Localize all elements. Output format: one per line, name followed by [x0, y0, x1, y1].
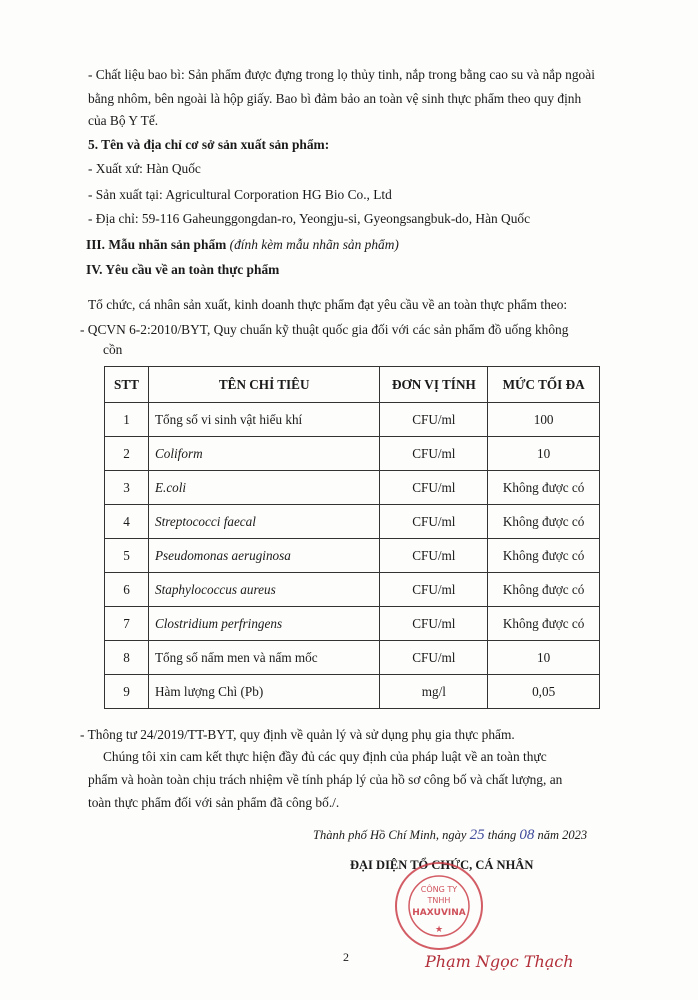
origin-line: - Xuất xứ: Hàn Quốc: [88, 161, 201, 176]
seal-company-line: CÔNG TY: [420, 885, 458, 894]
safety-criteria-table: [104, 366, 600, 709]
max-level: Không được có: [488, 505, 600, 539]
criteria-name: E.coli: [148, 471, 379, 505]
criteria-name: Pseudomonas aeruginosa: [148, 539, 379, 573]
max-level: Không được có: [488, 471, 600, 505]
max-level: Không được có: [488, 539, 600, 573]
section-3-heading: III. Mẫu nhãn sản phẩm: [86, 237, 227, 252]
unit: CFU/ml: [380, 437, 488, 471]
criteria-name: Coliform: [148, 437, 379, 471]
section-4-heading: IV. Yêu cầu về an toàn thực phẩm: [86, 262, 280, 277]
standard-line-2: cồn: [103, 342, 123, 357]
unit: CFU/ml: [380, 471, 488, 505]
max-level: 0,05: [488, 675, 600, 709]
table-row: [105, 675, 600, 709]
header-unit: ĐƠN VỊ TÍNH: [380, 367, 488, 403]
criteria-name: Streptococci faecal: [148, 505, 379, 539]
date-year: năm 2023: [534, 828, 588, 842]
section-5-heading: 5. Tên và địa chỉ cơ sở sản xuất sản phẩm:: [88, 137, 330, 152]
table-row: [105, 539, 600, 573]
section-4-intro: Tổ chức, cá nhân sản xuất, kinh doanh thực phẩm đạt yêu cầu về an toàn thực phẩm theo:: [88, 297, 568, 312]
packaging-line-1: - Chất liệu bao bì: Sản phẩm được đựng trong lọ thủy tinh, nắp trong bằng cao su và nắp ngoài: [88, 67, 595, 82]
circular-line: - Thông tư 24/2019/TT-BYT, quy định về quản lý và sử dụng phụ gia thực phẩm.: [80, 727, 515, 742]
row-number: 3: [105, 471, 149, 505]
row-number: 2: [105, 437, 149, 471]
table-header-row: [105, 367, 600, 403]
date-month: 08: [519, 827, 535, 843]
commitment-line-2: phẩm và hoàn toàn chịu trách nhiệm về tính pháp lý của hồ sơ công bố và chất lượng, an: [88, 772, 563, 787]
table-row: [105, 641, 600, 675]
table-row: [105, 471, 600, 505]
table-row: [105, 403, 600, 437]
unit: CFU/ml: [380, 573, 488, 607]
table-row: [105, 607, 600, 641]
max-level: 10: [488, 437, 600, 471]
unit: CFU/ml: [380, 505, 488, 539]
unit: CFU/ml: [380, 403, 488, 437]
table-row: [105, 505, 600, 539]
unit: mg/l: [380, 675, 488, 709]
company-seal: [393, 860, 485, 952]
commitment-line-3: toàn thực phẩm đối với sản phẩm đã công bố./.: [88, 795, 340, 810]
row-number: 7: [105, 607, 149, 641]
max-level: 100: [488, 403, 600, 437]
svg-text:★: ★: [434, 925, 444, 935]
unit: CFU/ml: [380, 607, 488, 641]
header-stt: STT: [105, 367, 149, 403]
date-month-word: tháng: [484, 828, 520, 842]
criteria-name: Hàm lượng Chì (Pb): [148, 675, 379, 709]
unit: CFU/ml: [380, 641, 488, 675]
max-level: Không được có: [488, 607, 600, 641]
packaging-line-2: bằng nhôm, bên ngoài là hộp giấy. Bao bì đảm bảo an toàn vệ sinh thực phẩm theo quy định: [88, 91, 582, 106]
section-3-heading-wrap: [86, 236, 399, 254]
unit: CFU/ml: [380, 539, 488, 573]
date-prefix: Thành phố Hồ Chí Minh, ngày: [313, 828, 470, 842]
row-number: 4: [105, 505, 149, 539]
standard-line-1: - QCVN 6-2:2010/BYT, Quy chuẩn kỹ thuật quốc gia đối với các sản phẩm đồ uống không: [80, 322, 569, 337]
header-max-level: MỨC TỐI ĐA: [488, 367, 600, 403]
table-row: [105, 437, 600, 471]
header-criteria: TÊN CHỈ TIÊU: [148, 367, 379, 403]
row-number: 6: [105, 573, 149, 607]
date-day: 25: [469, 827, 485, 843]
criteria-name: Staphylococcus aureus: [148, 573, 379, 607]
seal-tnhh: TNHH: [427, 896, 451, 905]
signing-date: [313, 826, 587, 844]
section-3-note: (đính kèm mẫu nhãn sản phẩm): [229, 237, 399, 252]
address-line: - Địa chỉ: 59-116 Gaheunggongdan-ro, Yeongju-si, Gyeongsangbuk-do, Hàn Quốc: [88, 211, 531, 226]
signature-name: Phạm Ngọc Thạch: [425, 952, 574, 971]
max-level: Không được có: [488, 573, 600, 607]
table-row: [105, 573, 600, 607]
row-number: 8: [105, 641, 149, 675]
seal-company-name: HAXUVINA: [412, 908, 466, 918]
criteria-name: Clostridium perfringens: [148, 607, 379, 641]
manufacturer-line: - Sản xuất tại: Agricultural Corporation HG Bio Co., Ltd: [88, 187, 392, 202]
max-level: 10: [488, 641, 600, 675]
row-number: 5: [105, 539, 149, 573]
representative-title: ĐẠI DIỆN TỔ CHỨC, CÁ NHÂN: [350, 858, 534, 872]
page-number: 2: [343, 950, 349, 964]
criteria-name: Tổng số nấm men và nấm mốc: [148, 641, 379, 675]
packaging-line-3: của Bộ Y Tế.: [88, 113, 159, 128]
criteria-name: Tổng số vi sinh vật hiếu khí: [148, 403, 379, 437]
row-number: 9: [105, 675, 149, 709]
row-number: 1: [105, 403, 149, 437]
commitment-line-1: Chúng tôi xin cam kết thực hiện đầy đủ các quy định của pháp luật về an toàn thực: [103, 749, 547, 764]
